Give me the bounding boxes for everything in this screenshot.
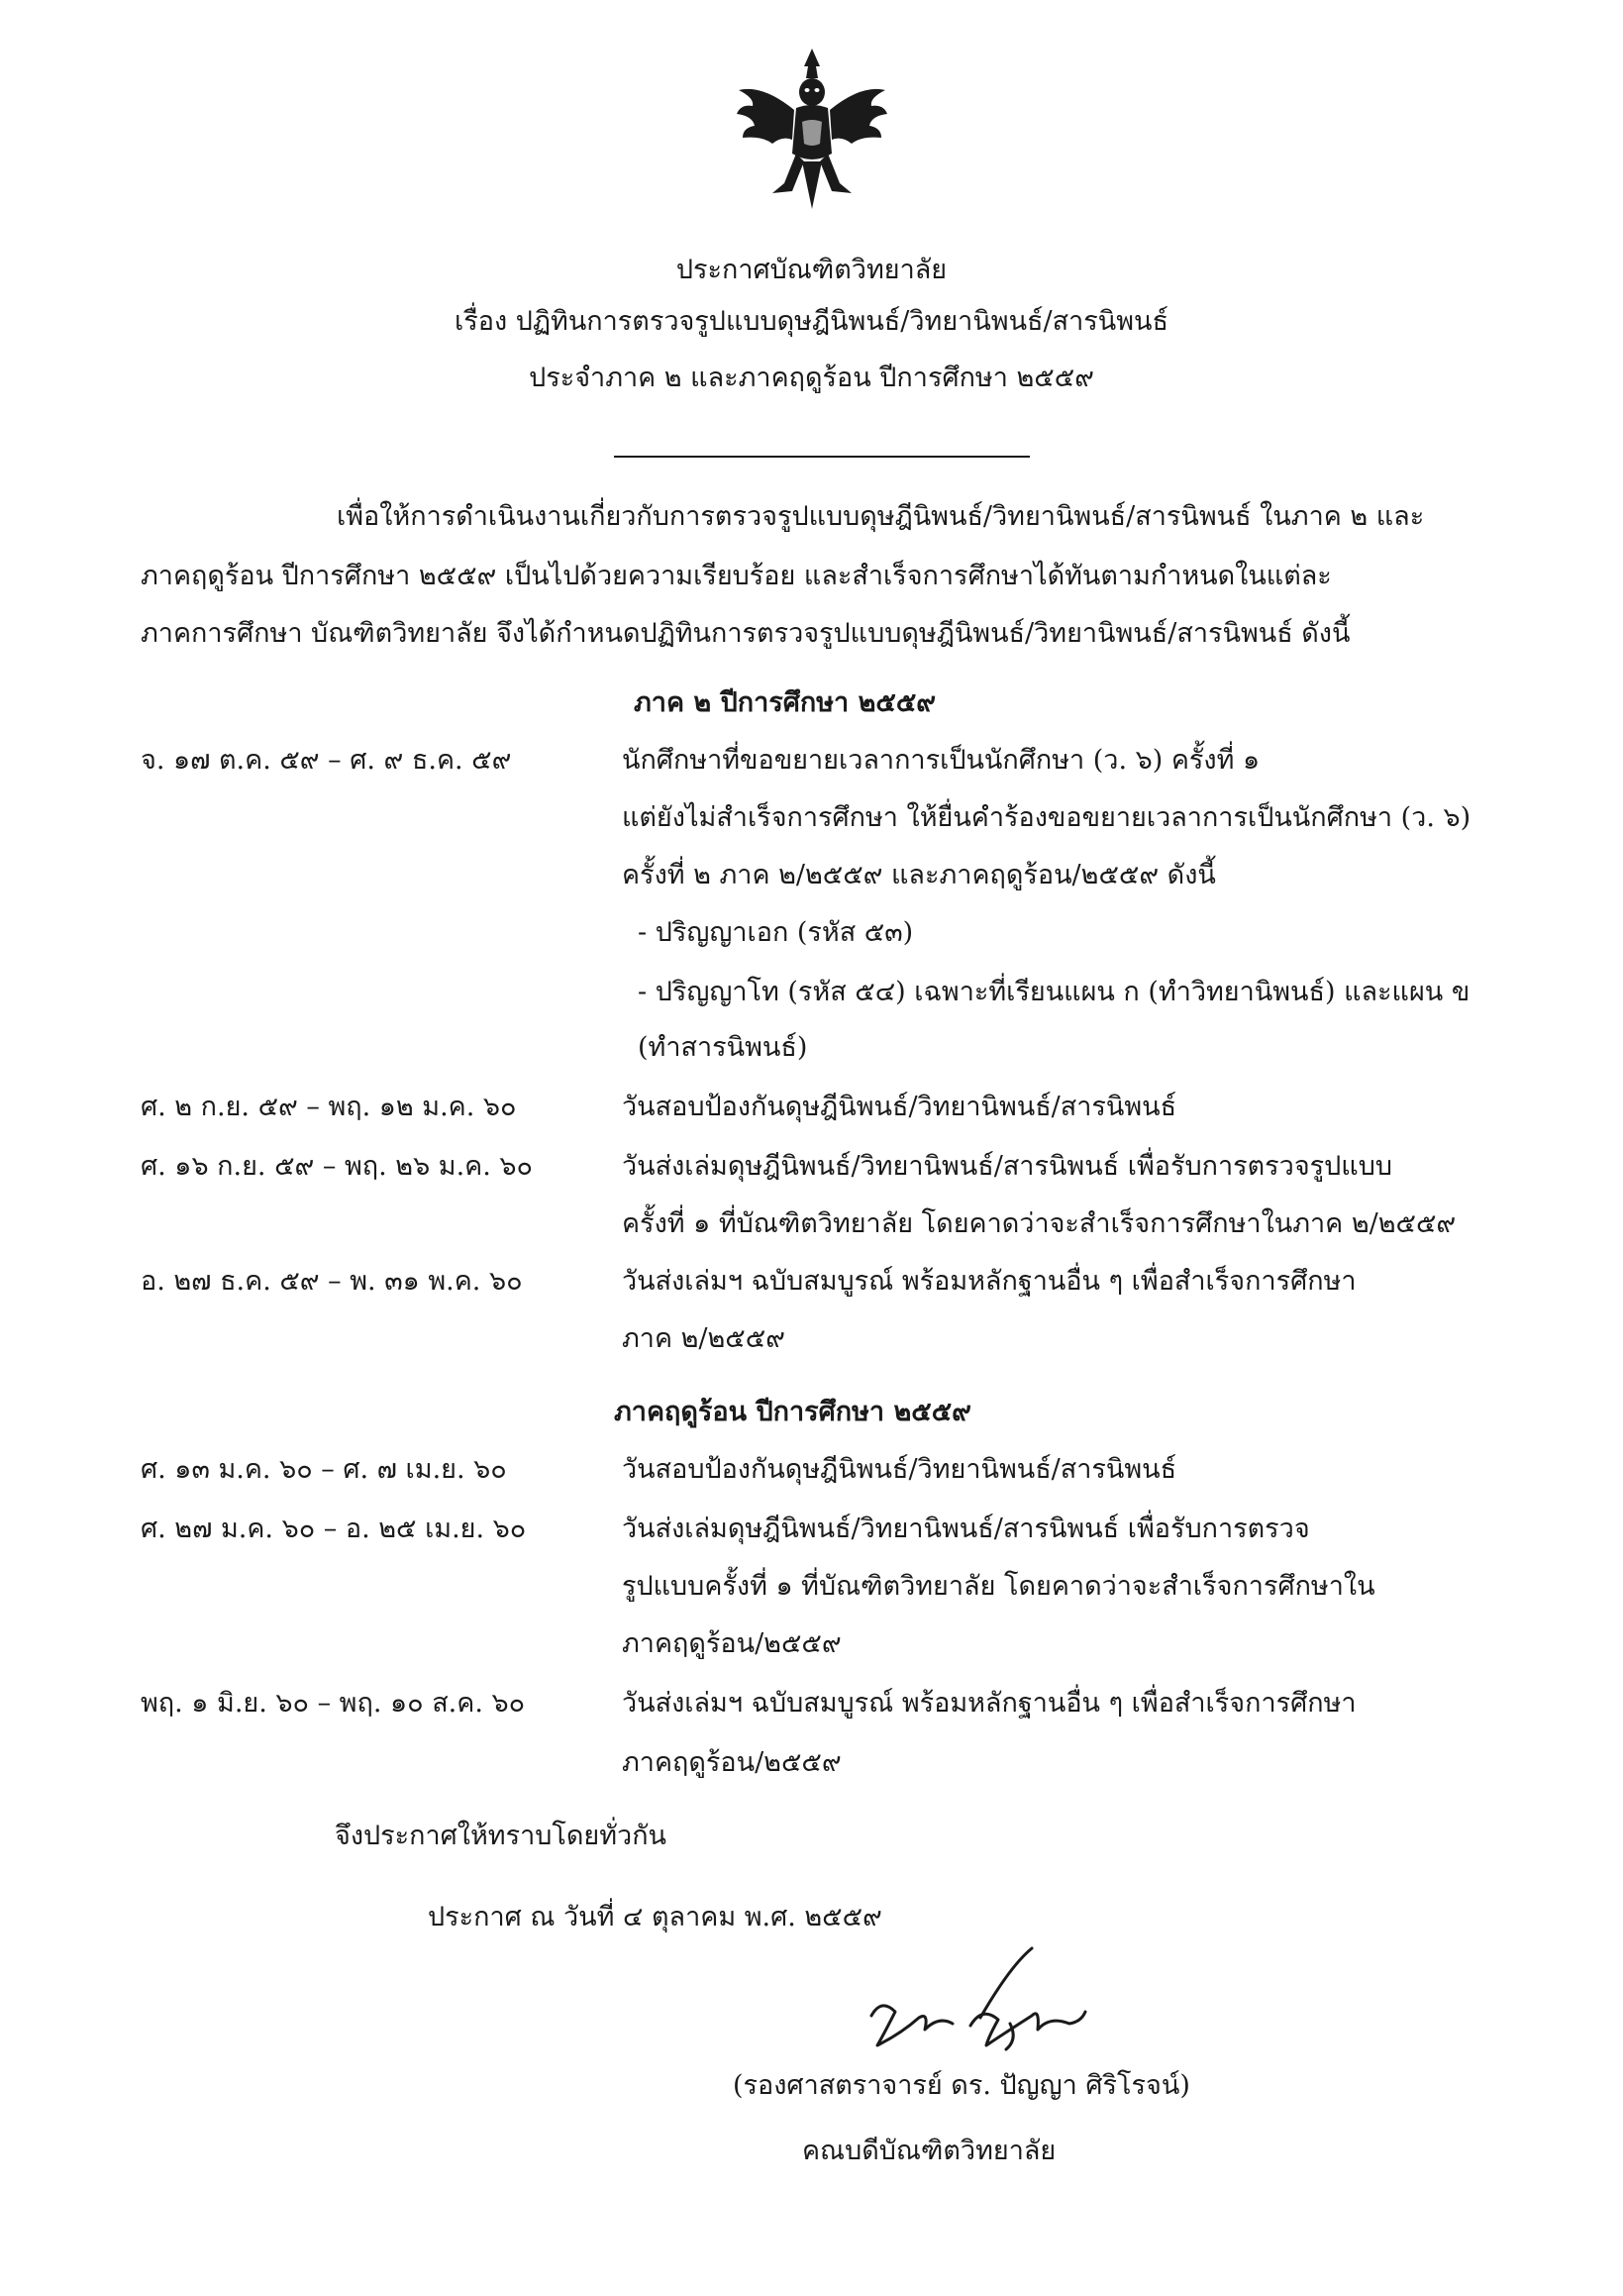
schedule-description: วันสอบป้องกันดุษฎีนิพนธ์/วิทยานิพนธ์/สารนิพนธ์ xyxy=(622,1092,1177,1122)
schedule-description: วันส่งเล่มดุษฎีนิพนธ์/วิทยานิพนธ์/สารนิพนธ์ เพื่อรับการตรวจรูปแบบ xyxy=(622,1151,1392,1182)
schedule-description: วันส่งเล่มดุษฎีนิพนธ์/วิทยานิพนธ์/สารนิพนธ์ เพื่อรับการตรวจ xyxy=(622,1513,1310,1544)
handwritten-signature-icon xyxy=(862,1946,1099,2065)
schedule-description: ภาค ๒/๒๕๕๙ xyxy=(622,1323,785,1354)
announcement-date: ประกาศ ณ วันที่ ๔ ตุลาคม พ.ศ. ๒๕๕๙ xyxy=(428,1902,882,1932)
schedule-date: อ. ๒๗ ธ.ค. ๕๙ – พ. ๓๑ พ.ค. ๖๐ xyxy=(141,1266,523,1297)
schedule-date: ศ. ๑๖ ก.ย. ๕๙ – พฤ. ๒๖ ม.ค. ๖๐ xyxy=(141,1151,534,1182)
schedule-date: ศ. ๒๗ ม.ค. ๖๐ – อ. ๒๕ เม.ย. ๖๐ xyxy=(141,1513,527,1544)
schedule-description: - ปริญญาโท (รหัส ๕๔) เฉพาะที่เรียนแผน ก (ทำวิทยานิพนธ์) และแผน ข xyxy=(638,977,1471,1007)
document-subject: เรื่อง ปฏิทินการตรวจรูปแบบดุษฎีนิพนธ์/วิทยานิพนธ์/สารนิพนธ์ xyxy=(455,306,1168,337)
schedule-description: ภาคฤดูร้อน/๒๕๕๙ xyxy=(622,1628,842,1659)
schedule-date: ศ. ๒ ก.ย. ๕๙ – พฤ. ๑๒ ม.ค. ๖๐ xyxy=(141,1092,517,1122)
schedule-description: (ทำสารนิพนธ์) xyxy=(638,1032,808,1063)
schedule-date: ศ. ๑๓ ม.ค. ๖๐ – ศ. ๗ เม.ย. ๖๐ xyxy=(141,1454,507,1485)
header-divider xyxy=(614,456,1030,458)
schedule-date: พฤ. ๑ มิ.ย. ๖๐ – พฤ. ๑๐ ส.ค. ๖๐ xyxy=(141,1688,526,1719)
signer-name: (รองศาสตราจารย์ ดร. ปัญญา ศิริโรจน์) xyxy=(733,2070,1190,2101)
garuda-emblem-icon xyxy=(733,45,891,213)
section-heading-summer: ภาคฤดูร้อน ปีการศึกษา ๒๕๕๙ xyxy=(614,1397,971,1427)
section-heading-semester2: ภาค ๒ ปีการศึกษา ๒๕๕๙ xyxy=(634,687,937,718)
document-title: ประกาศบัณฑิตวิทยาลัย xyxy=(675,255,948,285)
intro-line: ภาคการศึกษา บัณฑิตวิทยาลัย จึงได้กำหนดปฏิทินการตรวจรูปแบบดุษฎีนิพนธ์/วิทยานิพนธ์/สารนิพนธ์ ดังนี้ xyxy=(141,618,1351,649)
schedule-description: แต่ยังไม่สำเร็จการศึกษา ให้ยื่นคำร้องขอขยายเวลาการเป็นนักศึกษา (ว. ๖) xyxy=(622,802,1471,833)
schedule-description: วันสอบป้องกันดุษฎีนิพนธ์/วิทยานิพนธ์/สารนิพนธ์ xyxy=(622,1454,1177,1485)
intro-line: ภาคฤดูร้อน ปีการศึกษา ๒๕๕๙ เป็นไปด้วยความเรียบร้อย และสำเร็จการศึกษาได้ทันตามกำหนดในแต่ละ xyxy=(141,561,1332,591)
schedule-description: รูปแบบครั้งที่ ๑ ที่บัณฑิตวิทยาลัย โดยคาดว่าจะสำเร็จการศึกษาใน xyxy=(622,1571,1375,1602)
intro-line: เพื่อให้การดำเนินงานเกี่ยวกับการตรวจรูปแบบดุษฎีนิพนธ์/วิทยานิพนธ์/สารนิพนธ์ ในภาค ๒ และ xyxy=(337,501,1425,532)
schedule-description: - ปริญญาเอก (รหัส ๕๓) xyxy=(638,917,914,948)
schedule-description: นักศึกษาที่ขอขยายเวลาการเป็นนักศึกษา (ว. ๖) ครั้งที่ ๑ xyxy=(622,745,1261,776)
schedule-description: วันส่งเล่มฯ ฉบับสมบูรณ์ พร้อมหลักฐานอื่น ๆ เพื่อสำเร็จการศึกษา xyxy=(622,1266,1357,1297)
closing-announcement: จึงประกาศให้ทราบโดยทั่วกัน xyxy=(335,1821,666,1851)
schedule-date: จ. ๑๗ ต.ค. ๕๙ – ศ. ๙ ธ.ค. ๕๙ xyxy=(141,745,512,776)
schedule-description: ครั้งที่ ๒ ภาค ๒/๒๕๕๙ และภาคฤดูร้อน/๒๕๕๙ ดังนี้ xyxy=(622,860,1216,890)
document-period: ประจำภาค ๒ และภาคฤดูร้อน ปีการศึกษา ๒๕๕๙ xyxy=(529,363,1094,393)
signer-title: คณบดีบัณฑิตวิทยาลัย xyxy=(802,2136,1057,2166)
schedule-description: ภาคฤดูร้อน/๒๕๕๙ xyxy=(622,1747,842,1778)
schedule-description: วันส่งเล่มฯ ฉบับสมบูรณ์ พร้อมหลักฐานอื่น ๆ เพื่อสำเร็จการศึกษา xyxy=(622,1688,1357,1719)
schedule-description: ครั้งที่ ๑ ที่บัณฑิตวิทยาลัย โดยคาดว่าจะสำเร็จการศึกษาในภาค ๒/๒๕๕๙ xyxy=(622,1208,1457,1239)
